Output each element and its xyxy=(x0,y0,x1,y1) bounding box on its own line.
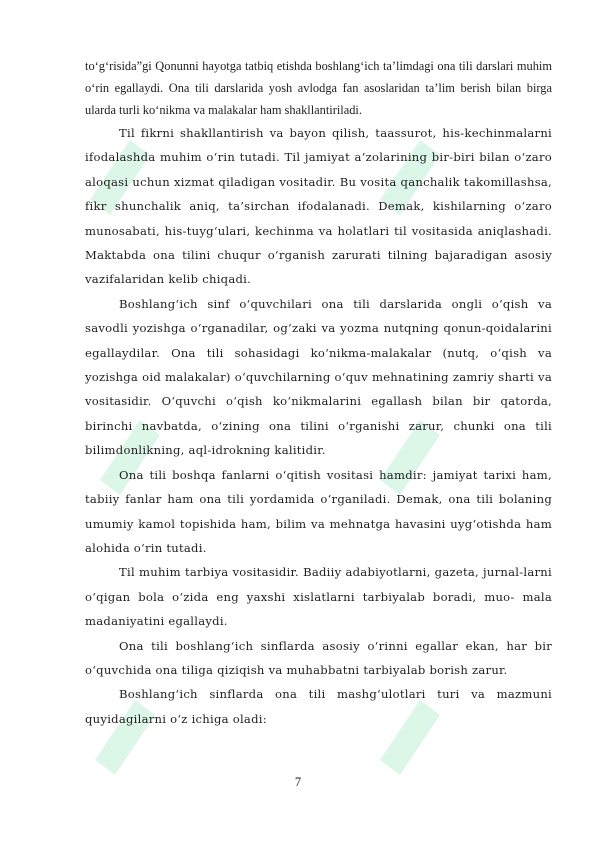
paragraph: Til muhim tarbiya vositasidir. Badiiy adabiyotlarni, gazeta, jurnal-larni o‘qigan bola o‘zida eng yaxshi xislatlarni tarbiyalab boradi, muo- mala madaniyatini egallaydi. xyxy=(85,565,552,629)
paragraph: Til fikrni shakllantirish va bayon qilish, taassurot, his-kechinmalarni ifodalashda muhim o‘rin tutadi. Til jamiyat a’zolarining bir-biri bilan o‘zaro aloqasi uchun xizmat qiladigan vositadir. Bu vosita qanchalik takomillashsa, fikr shunchalik aniq, ta’sirchan ifodalanadi. Demak, kishilarning o‘zaro munosabati, his-tuyg‘ulari, kechinma va holatlari til vositasida aniqlashadi. Maktabda ona tilini chuqur o‘rganish zarurati tilning bajaradigan asosiy vazifalaridan kelib chiqadi. xyxy=(85,126,552,287)
paragraph: Ona tili boshlang‘ich sinflarda asosiy o‘rinni egallar ekan, har bir o‘quvchida ona tiliga qiziqish va muhabbatni tarbiyalab borish zarur. xyxy=(85,638,552,677)
page-number: 7 xyxy=(294,775,302,789)
paragraph: Ona tili boshqa fanlarni o‘qitish vositasi hamdir: jamiyat tarixi ham, tabiiy fanlar ham ona tili yordamida o‘rganiladi. Demak, ona tili bolaning umumiy kamol topishida ham, bilim va mehnatga havasini uyg‘otishda ham alohida o‘rin tutadi. xyxy=(85,467,552,555)
paragraph: Boshlang‘ich sinflarda ona tili mashg‘ulotlari turi va mazmuni quyidagilarni o‘z ichiga oladi: xyxy=(85,687,552,726)
paragraph: Boshlang‘ich sinf o‘quvchilari ona tili darslarida ongli o‘qish va savodli yozishga o‘rganadilar, og‘zaki va yozma nutqning qonun-qoidalarini egallaydilar. Ona tili sohasidagi ko‘nikma-malakalar (nutq, o‘qish va yozishga oid malakalar) o‘quvchilarning o‘quv mehnatining zamriy sharti va vositasidir. O‘quvchi o‘qish ko‘nikmalarini egallash bilan bir qatorda, birinchi navbatda, o‘zining ona tilini o‘rganishi zarur, chunki ona tili bilimdonlikning, aql-idrokning kalitidir. xyxy=(85,296,552,458)
paragraph: to‘g‘risida”gi Qonunni hayotga tatbiq etishda boshlang‘ich ta’limdagi ona tili darslari muhim o‘rin egallaydi. Ona tili darslarida yosh avlodga fan asoslaridan ta’lim berish bilan birga ularda turli ko‘nikma va malakalar ham shakllantiriladi. xyxy=(85,59,552,117)
body-text xyxy=(85,55,552,731)
